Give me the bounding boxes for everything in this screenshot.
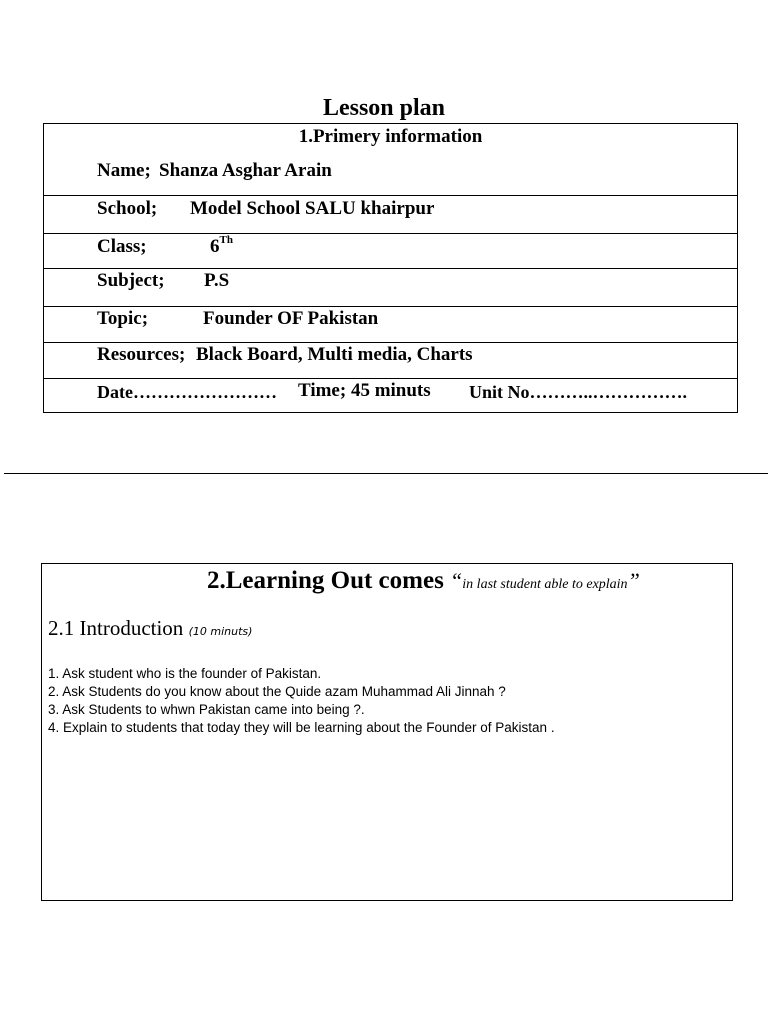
topic-row [44, 306, 737, 342]
resources-value: Black Board, Multi media, Charts [196, 344, 473, 365]
name-value: Shanza Asghar Arain [159, 160, 332, 181]
list-item: 4. Explain to students that today they will be learning about the Founder of Pakistan . [48, 720, 555, 735]
outcomes-title: 2.Learning Out comes [207, 567, 444, 594]
introduction-list [48, 665, 555, 737]
list-item: 2. Ask Students do you know about the Quide azam Muhammad Ali Jinnah ? [48, 684, 506, 699]
close-quote: ” [627, 568, 640, 593]
intro-minutes: (10 minuts) [188, 625, 253, 638]
page-title: Lesson plan [322, 95, 446, 121]
class-suffix: Th [219, 234, 233, 246]
list-item: 3. Ask Students to whwn Pakistan came into being ?. [48, 702, 365, 717]
open-quote: “ [450, 568, 463, 593]
section-divider [4, 473, 768, 474]
intro-title: 2.1 Introduction [48, 616, 184, 640]
learning-outcomes-box [41, 563, 733, 901]
time-field: Time; 45 minuts [298, 380, 431, 401]
class-row [44, 233, 737, 268]
primary-info-header-row [44, 124, 737, 195]
resources-row [44, 342, 737, 378]
outcomes-quote: in last student able to explain [462, 577, 628, 592]
date-field: Date…………………… [97, 382, 277, 402]
subject-row [44, 268, 737, 306]
name-label: Name; [97, 160, 151, 181]
topic-value: Founder OF Pakistan [203, 308, 379, 329]
introduction-heading [48, 616, 252, 641]
unit-field: Unit No………..……………. [469, 382, 688, 402]
date-time-row [44, 378, 737, 412]
subject-value: P.S [204, 270, 230, 291]
resources-label: Resources; [97, 344, 186, 365]
learning-outcomes-heading [207, 567, 640, 595]
school-row [44, 195, 737, 233]
class-label: Class; [97, 236, 147, 257]
primary-info-heading: 1.Primery information [298, 126, 483, 147]
school-label: School; [97, 198, 158, 219]
class-value [210, 236, 233, 258]
school-value: Model School SALU khairpur [190, 198, 435, 219]
subject-label: Subject; [97, 270, 165, 291]
class-number: 6 [210, 236, 220, 257]
topic-label: Topic; [97, 308, 149, 329]
list-item: 1. Ask student who is the founder of Pakistan. [48, 666, 322, 681]
primary-information-table [43, 123, 738, 413]
